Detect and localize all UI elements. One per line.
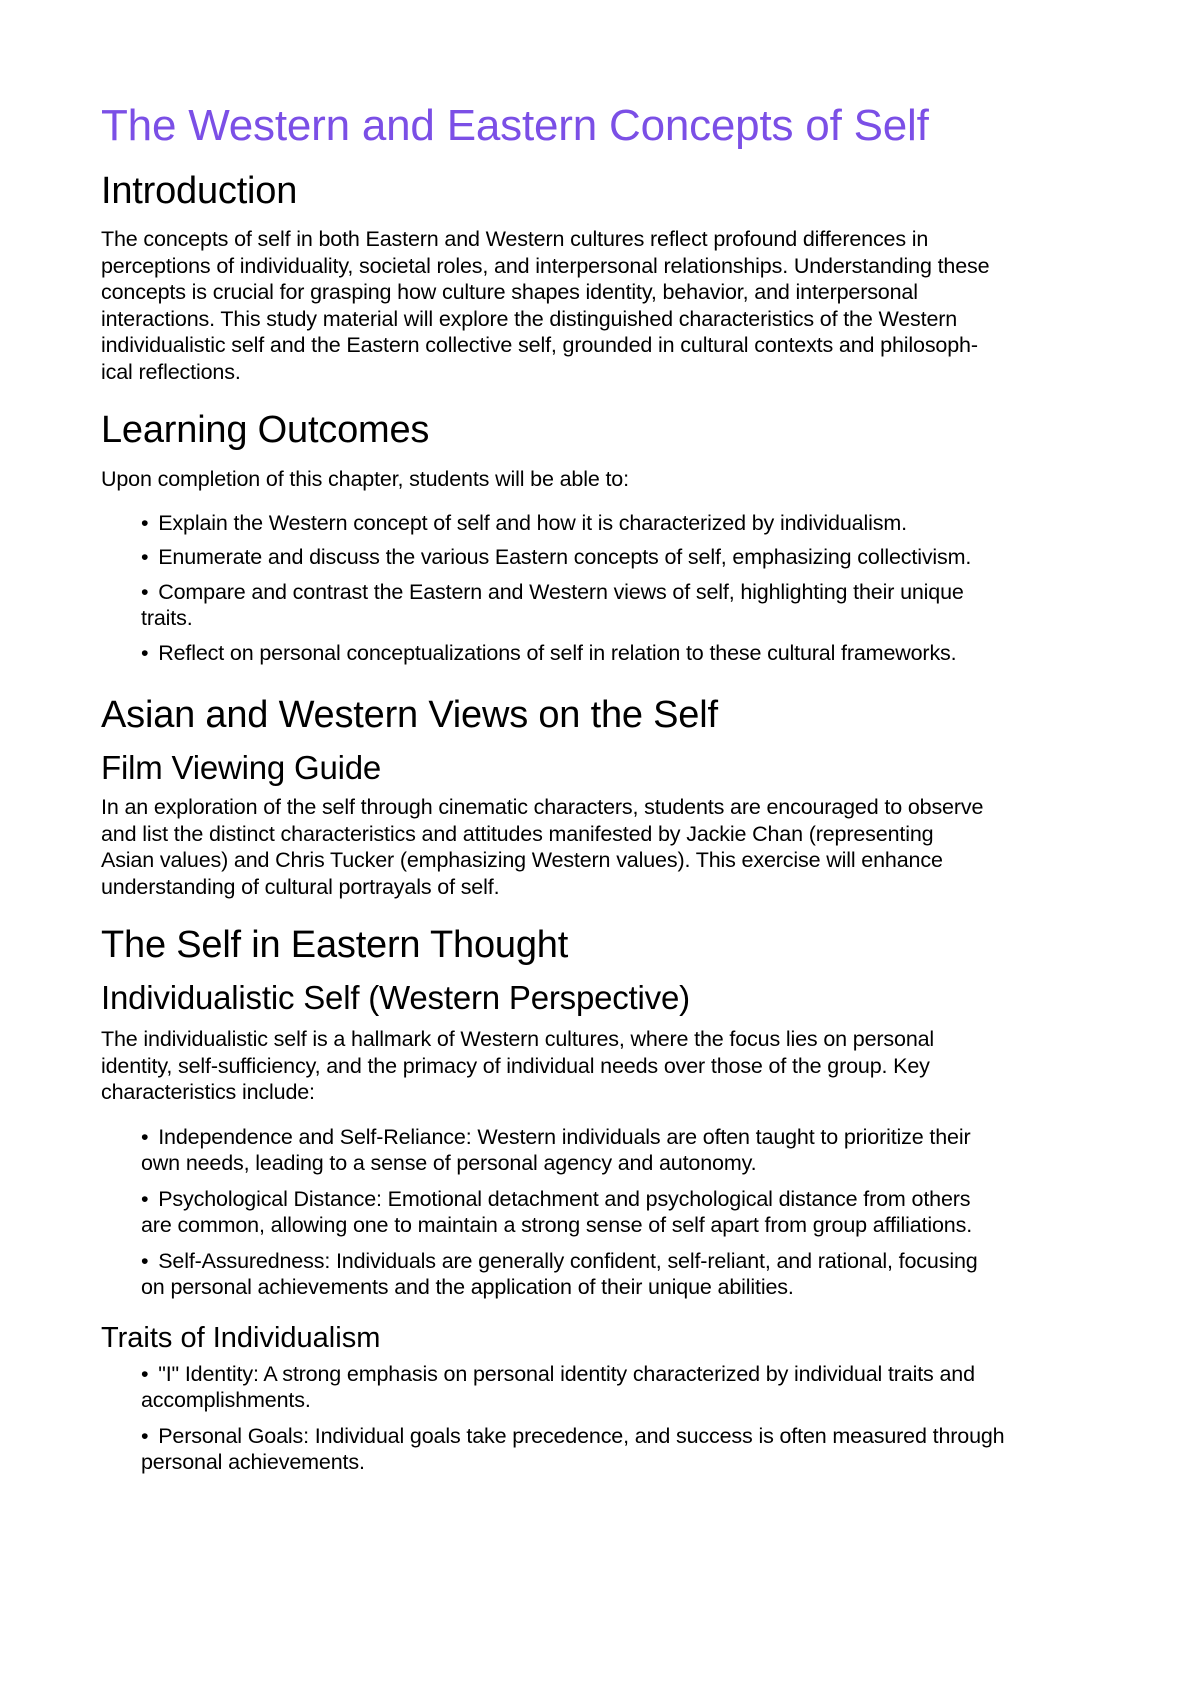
introduction-section	[101, 166, 1121, 385]
document-title: The Western and Eastern Concepts of Self	[101, 101, 929, 150]
list-item-line: Self-Assuredness: Individuals are generally confident, self-reliant, and rational, focusing	[158, 1248, 978, 1273]
introduction-paragraph	[101, 226, 1121, 385]
list-item-line: own needs, leading to a sense of personal agency and autonomy.	[141, 1151, 757, 1175]
learning-outcomes-section	[101, 405, 1121, 666]
list-item-line: Compare and contrast the Eastern and Western views of self, highlighting their unique	[158, 579, 964, 604]
paragraph-line: Asian values) and Chris Tucker (emphasizing Western values). This exercise will enhance	[101, 848, 943, 872]
list-item-line: Enumerate and discuss the various Eastern concepts of self, emphasizing collectivism.	[158, 545, 972, 569]
individualistic-list	[101, 1124, 1121, 1301]
paragraph-line: concepts is crucial for grasping how culture shapes identity, behavior, and interpersonal	[101, 280, 918, 304]
traits-list	[101, 1361, 1121, 1476]
learning-outcomes-heading: Learning Outcomes	[101, 409, 430, 451]
list-item-line: Psychological Distance: Emotional detachment and psychological distance from others	[158, 1186, 971, 1211]
learning-outcomes-intro: Upon completion of this chapter, students will be able to:	[101, 467, 629, 491]
list-item	[141, 1248, 1121, 1301]
eastern-thought-section	[101, 920, 1121, 1476]
traits-heading: Traits of Individualism	[101, 1321, 381, 1354]
paragraph-line: The concepts of self in both Eastern and Western cultures reflect profound differences in	[101, 227, 929, 251]
bullet-glyph: •	[141, 640, 149, 665]
bullet-glyph: •	[141, 1361, 149, 1386]
list-item	[141, 1186, 1121, 1239]
list-item	[141, 579, 1121, 632]
list-item-line: Reflect on personal conceptualizations of self in relation to these cultural frameworks.	[158, 640, 957, 665]
bullet-glyph: •	[141, 1423, 149, 1448]
paragraph-line: understanding of cultural portrayals of self.	[101, 874, 500, 899]
bullet-glyph: •	[141, 1186, 149, 1211]
document-page	[101, 96, 1121, 1476]
list-item-line: Personal Goals: Individual goals take precedence, and success is often measured through	[158, 1423, 1005, 1448]
paragraph-line: The individualistic self is a hallmark of Western cultures, where the focus lies on personal	[101, 1027, 935, 1051]
list-item-line: "I" Identity: A strong emphasis on personal identity characterized by individual traits and	[158, 1361, 975, 1386]
list-item-line: Independence and Self-Reliance: Western individuals are often taught to prioritize their	[158, 1124, 971, 1149]
bullet-glyph: •	[141, 545, 149, 569]
paragraph-line: interactions. This study material will explore the distinguished characteristics of the Western	[101, 306, 958, 331]
list-item-line: on personal achievements and the application of their unique abilities.	[141, 1275, 794, 1299]
individualistic-paragraph	[101, 1026, 1121, 1106]
paragraph-line: individualistic self and the Eastern collective self, grounded in cultural contexts and philosoph-	[101, 333, 978, 357]
paragraph-line: perceptions of individuality, societal roles, and interpersonal relationships. Understanding these	[101, 253, 990, 278]
list-item-line: personal achievements.	[141, 1450, 365, 1474]
paragraph-line: identity, self-sufficiency, and the primacy of individual needs over those of the group. Key	[101, 1053, 930, 1078]
bullet-glyph: •	[141, 1124, 149, 1149]
asian-western-section	[101, 690, 1121, 900]
film-guide-paragraph	[101, 794, 1121, 900]
paragraph-line: In an exploration of the self through cinematic characters, students are encouraged to observe	[101, 795, 984, 819]
bullet-glyph: •	[141, 1248, 149, 1273]
film-guide-heading: Film Viewing Guide	[101, 749, 382, 786]
list-item-line: Explain the Western concept of self and how it is characterized by individualism.	[158, 510, 907, 535]
individualistic-heading: Individualistic Self (Western Perspective)	[101, 979, 690, 1016]
introduction-heading: Introduction	[101, 170, 298, 212]
paragraph-line: characteristics include:	[101, 1080, 315, 1104]
list-item	[141, 1124, 1121, 1177]
list-item-line: traits.	[141, 606, 193, 630]
learning-outcomes-list	[101, 510, 1121, 667]
bullet-glyph: •	[141, 510, 149, 535]
asian-western-heading: Asian and Western Views on the Self	[101, 694, 718, 736]
paragraph-line: and list the distinct characteristics and attitudes manifested by Jackie Chan (representing	[101, 821, 934, 846]
list-item	[141, 510, 1121, 537]
list-item	[141, 544, 1121, 571]
list-item-line: accomplishments.	[141, 1388, 311, 1412]
list-item-line: are common, allowing one to maintain a strong sense of self apart from group affiliations.	[141, 1213, 973, 1237]
list-item	[141, 1423, 1121, 1476]
bullet-glyph: •	[141, 579, 149, 604]
paragraph-line: ical reflections.	[101, 359, 241, 384]
list-item	[141, 640, 1121, 667]
eastern-thought-heading: The Self in Eastern Thought	[101, 924, 569, 966]
list-item	[141, 1361, 1121, 1414]
